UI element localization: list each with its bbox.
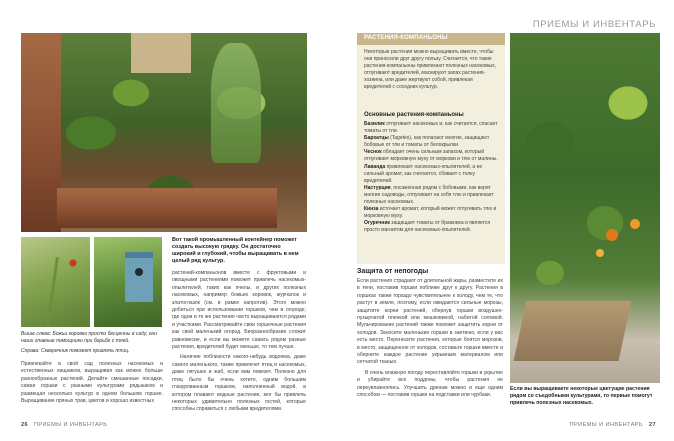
body-column-1: Привлекайте в свой сад полезных насекомых и естественных хищников, выращивая как можно больше разнообразных растений. Делайте смешанные посадки, сажая горшки с разными культурами рядышком и размещая несколько культур в одном большом горшке. Выращивание пряных трав, цветов и хорошо известных <box>21 361 163 405</box>
sidebar-intro: Некоторые растения можно выращивать вместе, чтобы они приносили друг другу пользу. Считается, что такие растения-компаньоны привлекают полезных насекомых, отпугивают вредителей, маскируют запах растения-хозяина, или даже жертвуют собой, привлекая вредителей с соседних культур. <box>364 49 497 91</box>
sidebar-header <box>357 33 505 45</box>
companion-item: Базилик отпугивает насекомых и, как считается, спасает томаты от тли. <box>364 121 498 135</box>
companion-item: Настурция, посаженная рядом с бобовыми, как верят многие садоводы, отпугивает на себя тлю и привлекает полезных насекомых. <box>364 184 494 206</box>
wooden-planter-left <box>21 33 61 232</box>
companion-item: Огуречник защищает томаты от бражника и является просто магнитом для насекомых-опылителей. <box>364 220 491 234</box>
body-column-2 <box>172 270 306 417</box>
birdhouse-entrance <box>135 268 143 276</box>
sidebar-list-title: Основные растения-компаньоны <box>364 112 464 118</box>
right-page-number: 27 <box>648 422 656 428</box>
companion-plants-sidebar <box>357 33 505 264</box>
small-caption-2: Справа: Скворечник поможет привлечь птиц. <box>21 347 130 354</box>
rust-container <box>57 188 277 228</box>
nasturtium-flower <box>596 249 604 257</box>
flowering-plants-photo <box>510 33 660 383</box>
nasturtium-flower <box>606 229 618 241</box>
right-footer <box>570 422 656 428</box>
body-col2-paragraph-2: Наличие поблизости какого-нибудь водоема, даже самого маленького, также привлечет птиц и насекомых, даже лягушек и жаб, если вам повезет. Полезно для птиц было бы очень хотите, одним большим глазурованным горшком, наполненный водой, в котором плавают водные растения, мог бы привлечь некоторых удивительно полезных гостей, которые способны справиться с любыми вредителями. <box>172 354 306 413</box>
birdhouse-photo <box>94 237 162 327</box>
raised-bed-photo <box>21 33 307 232</box>
wooden-crate <box>131 33 191 73</box>
companion-item: Чеснок обладает очень сильным запахом, который отпугивает морковную муху от моркови и тлю от малины. <box>364 149 498 163</box>
plant-stem <box>46 257 59 327</box>
sidebar-title: РАСТЕНИЯ-КОМПАНЬОНЫ <box>364 35 448 41</box>
main-photo-caption: Вот такой промышленный контейнер поможет создать высокую грядку. Он достаточно широкий и глубокий, чтобы выращивать в нем целый ряд культур. <box>172 237 299 264</box>
left-footer-section: ПРИЕМЫ И ИНВЕНТАРЬ <box>34 422 108 428</box>
section-header: ПРИЕМЫ И ИНВЕНТАРЬ <box>532 19 656 30</box>
protection-paragraph-1: Если растения страдают от длительной жары, разместите их в тени, поставив горшки поближе друг к другу. Растения в горшках также гораздо чувствительнее к холоду, чем те, что растут в земле, поэтому, если ожидаются сильные морозы, защитите корни растений, обернув горшки воздушно-пузырчатой пленкой или мешковиной, набитой соломой. Мульчирование растений также поможет защитить корни от холодов. Заносите маленькие горшки в заетиню, если у вас есть место. Переносите растения, которые боятся морозов, в место, защищенное от холодов, составьте горшки вместе и оберните каждое растение укрывным материалом или сетчатой тканью. <box>357 278 503 366</box>
wooden-planter-box <box>514 301 632 361</box>
right-photo-caption: Если вы выращиваете некоторые цветущие растения рядом со съедобными культурами, то первые помогут привлечь полезных насекомых. <box>510 386 653 406</box>
companion-list <box>364 121 498 235</box>
protection-heading: Защита от непогоды <box>357 268 429 275</box>
small-photo-captions <box>21 331 163 354</box>
body-col2-paragraph-1: растений-компаньонов вместе с фруктовыми и овощными растениями поможет привлечь насекомых-опылителей, таких как пчелы, и других полезных насекомых, например божьих коровок, журчалок и златоглазок (см. в рамке напротив). Этого можно добиться при использовании горшков, чем в огороде, где одни и те же растения часто выращиваются рядами и участками. Рассматривайте свои горшечные растения как свой маленький огород. Биоразнообразие сложит равновесие, и если вы можете сажать рядом разные растения, вредителей будет меньше, то тем лучше. <box>172 270 306 351</box>
leek-plants <box>211 43 261 163</box>
left-page-number: 26 <box>21 422 29 428</box>
protection-paragraph-2: В очень влажную погоду переставляйте горшки в укрытие и убирайте все поддоны, чтобы растения не переувлажнялись. Улучшить дренаж можно и еще одним способом — поставив горшки на подставки или чурбаки. <box>357 369 503 399</box>
companion-item: Бархатцы (Tagetes), как полагают многие, защищают бобовые от тли и томаты от белокрылки. <box>364 135 490 149</box>
left-footer <box>21 422 107 428</box>
protection-text <box>357 278 503 403</box>
birdhouse <box>125 252 153 302</box>
companion-item: Кинза источает аромат, который может отпугивать тлю и морковную муху. <box>364 206 497 220</box>
ladybird-photo <box>21 237 90 327</box>
small-caption-1: Выше слева: Божьи коровки просто бесценны в саду, они наши главные помощники при борьбе с тлей. <box>21 331 158 344</box>
right-footer-section: ПРИЕМЫ И ИНВЕНТАРЬ <box>569 422 643 428</box>
nasturtium-flower <box>630 219 640 229</box>
companion-item: Лаванда привлекает насекомых-опылителей, а ее сильный аромат, как считается, сбивает с толку вредителей. <box>364 163 483 184</box>
